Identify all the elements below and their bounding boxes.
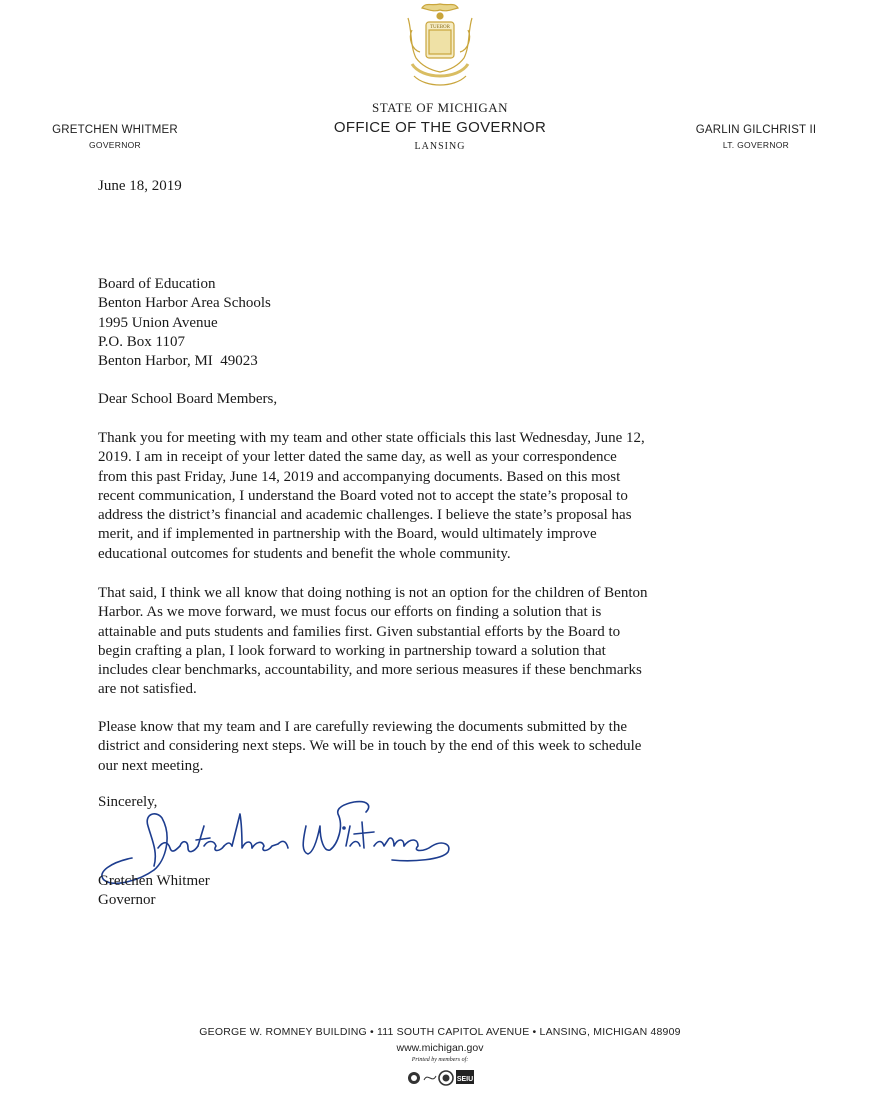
recipient-line: P.O. Box 1107 (98, 333, 185, 350)
union-mark: SEIU (456, 1076, 474, 1083)
recipient-line: Benton Harbor, MI 49023 (98, 353, 258, 370)
union-bug-icon (400, 1066, 480, 1088)
paragraph-1 (98, 429, 798, 564)
text-line: Please know that my team and I are carefully reviewing the documents submitted by the (98, 719, 628, 735)
signer-block (98, 872, 210, 911)
text-line: Harbor. As we move forward, we must focus our efforts on finding a solution that is (98, 604, 602, 621)
michigan-seal-icon (400, 0, 480, 92)
footer-website: www.michigan.gov (396, 1042, 484, 1054)
text-line: attainable and puts students and families first. Given substantial efforts by the Board to (98, 623, 621, 640)
letterhead-footer (0, 1026, 880, 1063)
letter-date: June 18, 2019 (98, 178, 182, 194)
footer-address: GEORGE W. ROMNEY BUILDING • 111 SOUTH CAPITOL AVENUE • LANSING, MICHIGAN 48909 (199, 1026, 681, 1038)
seal-motto: TUEBOR (430, 25, 450, 30)
text-line: educational outcomes for students and benefit the whole community. (98, 545, 511, 562)
governor-name: GRETCHEN WHITMER (52, 124, 178, 136)
text-line: recent communication, I understand the Board voted not to accept the state’s proposal to (98, 487, 628, 504)
text-line: from this past Friday, June 14, 2019 and accompanying documents. Based on this most (98, 468, 621, 485)
text-line: Thank you for meeting with my team and other state officials this last Wednesday, June 12, (98, 430, 645, 446)
office-name: OFFICE OF THE GOVERNOR (333, 119, 547, 136)
text-line: district and considering next steps. We will be in touch by the end of this week to schedule (98, 738, 642, 755)
lt-governor-header (656, 124, 856, 150)
printed-by-label: Printed by members of: (411, 1057, 469, 1063)
salutation: Dear School Board Members, (98, 391, 278, 407)
city-name: LANSING (414, 141, 466, 152)
text-line: That said, I think we all know that doing nothing is not an option for the children of Benton (98, 585, 648, 601)
text-line: our next meeting. (98, 757, 204, 774)
lt-governor-title: LT. GOVERNOR (722, 140, 790, 150)
text-line: address the district’s financial and academic challenges. I believe the state’s proposal has (98, 507, 632, 524)
letterhead-center (300, 100, 580, 152)
recipient-line: 1995 Union Avenue (98, 314, 218, 331)
text-line: includes clear benchmarks, accountability, and more serious measures if these benchmarks (98, 662, 642, 679)
governor-header (15, 124, 215, 150)
paragraph-3 (98, 718, 798, 776)
text-line: 2019. I am in receipt of your letter dated the same day, as well as your correspondence (98, 449, 617, 466)
recipient-line: Benton Harbor Area Schools (98, 295, 271, 312)
governor-title: GOVERNOR (89, 140, 141, 150)
signer-name: Gretchen Whitmer (98, 873, 210, 889)
recipient-address (98, 275, 271, 371)
closing: Sincerely, (98, 794, 158, 810)
recipient-line: Board of Education (98, 276, 216, 292)
signer-title: Governor (98, 892, 156, 909)
paragraph-2 (98, 584, 798, 700)
state-name: STATE OF MICHIGAN (371, 100, 509, 115)
lt-governor-name: GARLIN GILCHRIST II (695, 124, 817, 136)
text-line: merit, and if implemented in partnership with the Board, would ultimately improve (98, 526, 597, 543)
text-line: are not satisfied. (98, 681, 197, 698)
text-line: begin crafting a plan, I look forward to working in partnership toward a solution that (98, 642, 606, 659)
